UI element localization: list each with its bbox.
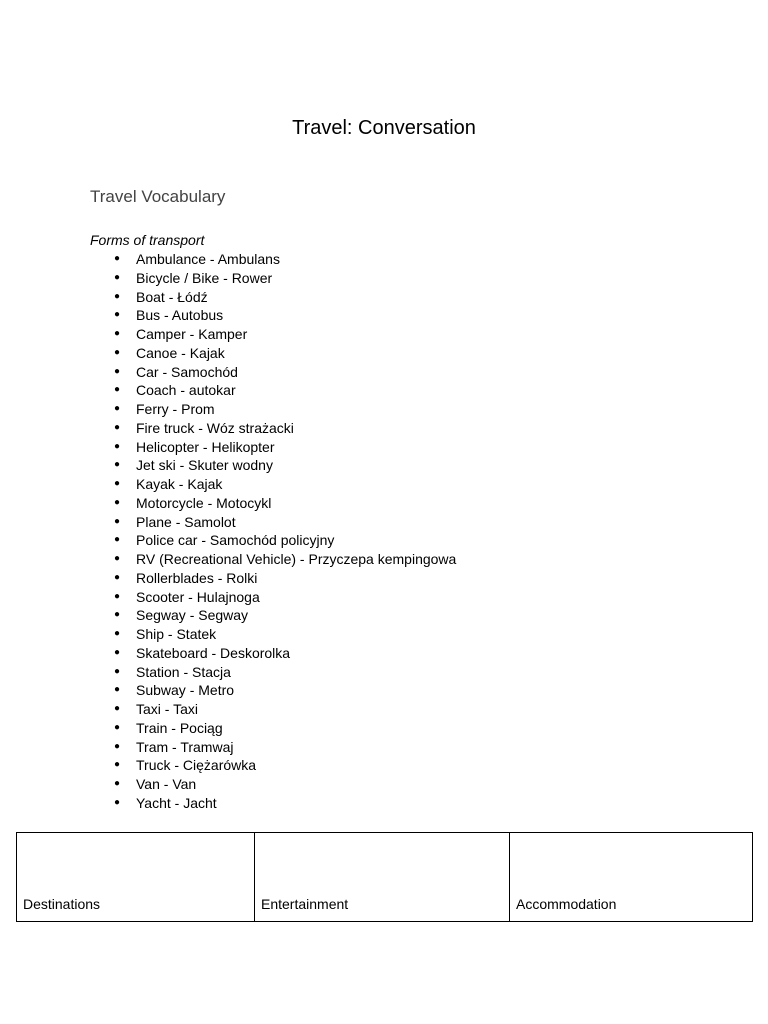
table-cell-destinations: Destinations [17,833,255,922]
list-item [114,381,456,400]
list-item [114,550,457,569]
bullet-icon: ● [114,609,121,621]
list-item [114,700,456,719]
bullet-icon: ● [114,271,121,283]
list-item [114,756,456,775]
list-item-text: Train - Pociąg [136,719,223,736]
list-item-text: Kayak - Kajak [136,476,223,492]
list-item [114,438,456,457]
list-item-text: Skateboard - Deskorolka [136,644,291,661]
list-item-text: Rollerblades - Rolki [136,569,258,586]
list-item-text: Yacht - Jacht [136,794,217,811]
table-row [17,833,753,922]
list-item-text: Police car - Samochód policyjny [136,532,335,549]
list-item-text: Coach - autokar [136,382,236,399]
bullet-icon: ● [114,421,121,433]
transport-vocabulary-list [114,250,457,813]
list-item [114,288,456,307]
list-item-text: Van - Van [136,776,197,792]
list-item-text: Segway - Segway [136,607,249,624]
subheading-forms-of-transport: Forms of transport [90,232,205,248]
bullet-icon: ● [114,515,121,527]
list-item-text: Car - Samochód [136,363,238,380]
list-item [114,325,456,344]
bullet-icon: ● [114,703,121,714]
list-item-text: Tram - Tramwaj [136,738,234,755]
list-item-text: Bus - Autobus [136,307,224,324]
list-item-text: Boat - Łódź [136,288,208,305]
list-item [114,663,456,682]
bullet-icon: ● [114,459,121,471]
bullet-icon: ● [114,496,121,508]
section-heading: Travel Vocabulary [90,187,226,206]
list-item [114,269,456,288]
list-item [114,794,456,813]
bullet-icon: ● [114,365,121,377]
table-cell-accommodation: Accommodation [510,833,753,922]
list-item [114,400,456,419]
bullet-icon: ● [114,553,121,564]
list-item [114,344,456,363]
list-item [114,681,456,700]
list-item-text: Ferry - Prom [136,401,215,417]
bullet-icon: ● [114,684,121,696]
bullet-icon: ● [114,646,121,658]
list-item-text: Ambulance - Ambulans [136,251,280,267]
list-item-text: Subway - Metro [136,682,235,699]
list-item-text: Jet ski - Skuter wodny [136,457,273,474]
bullet-icon: ● [114,403,121,414]
bullet-icon: ● [114,628,121,639]
list-item [114,494,456,513]
bullet-icon: ● [114,796,121,808]
bullet-icon: ● [114,346,121,358]
table-cell-entertainment: Entertainment [255,833,510,922]
list-item [114,644,456,663]
list-item-text: Fire truck - Wóz strażacki [136,419,294,436]
bullet-icon: ● [114,478,121,489]
list-item [114,363,456,382]
list-item-text: Scooter - Hulajnoga [136,588,260,605]
bullet-icon: ● [114,590,121,602]
list-item-text: Motorcycle - Motocykl [136,494,272,511]
bullet-icon: ● [114,571,121,583]
list-item [114,625,456,644]
list-item [114,513,456,532]
list-item [114,775,456,794]
bullet-icon: ● [114,740,121,752]
list-item [114,475,456,494]
list-item-text: Ship - Statek [136,626,217,642]
bullet-icon: ● [114,534,121,546]
list-item-text: Camper - Kamper [136,326,248,342]
bullet-icon: ● [114,665,121,677]
list-item [114,606,456,625]
bullet-icon: ● [114,253,121,264]
list-item [114,456,456,475]
bullet-icon: ● [114,309,121,321]
bullet-icon: ● [114,328,121,339]
list-item [114,419,456,438]
list-item-text: Plane - Samolot [136,513,236,530]
list-item-text: Station - Stacja [136,663,231,680]
list-item [114,306,456,325]
list-item [114,719,456,738]
list-item [114,738,456,757]
list-item-text: Canoe - Kajak [136,344,225,361]
list-item-text: Helicopter - Helikopter [136,438,275,455]
bullet-icon: ● [114,384,121,396]
bullet-icon: ● [114,721,121,733]
bullet-icon: ● [114,440,121,452]
list-item-text: RV (Recreational Vehicle) - Przyczepa kempingowa [136,551,457,567]
list-item [114,531,456,550]
bullet-icon: ● [114,778,121,789]
bullet-icon: ● [114,290,121,302]
list-item [114,569,456,588]
topics-table [16,832,753,922]
list-item-text: Truck - Ciężarówka [136,757,257,774]
document-title: Travel: Conversation [292,117,476,139]
bullet-icon: ● [114,759,121,771]
list-item [114,250,456,269]
list-item-text: Bicycle / Bike - Rower [136,269,273,286]
list-item-text: Taxi - Taxi [136,701,198,717]
list-item [114,588,456,607]
